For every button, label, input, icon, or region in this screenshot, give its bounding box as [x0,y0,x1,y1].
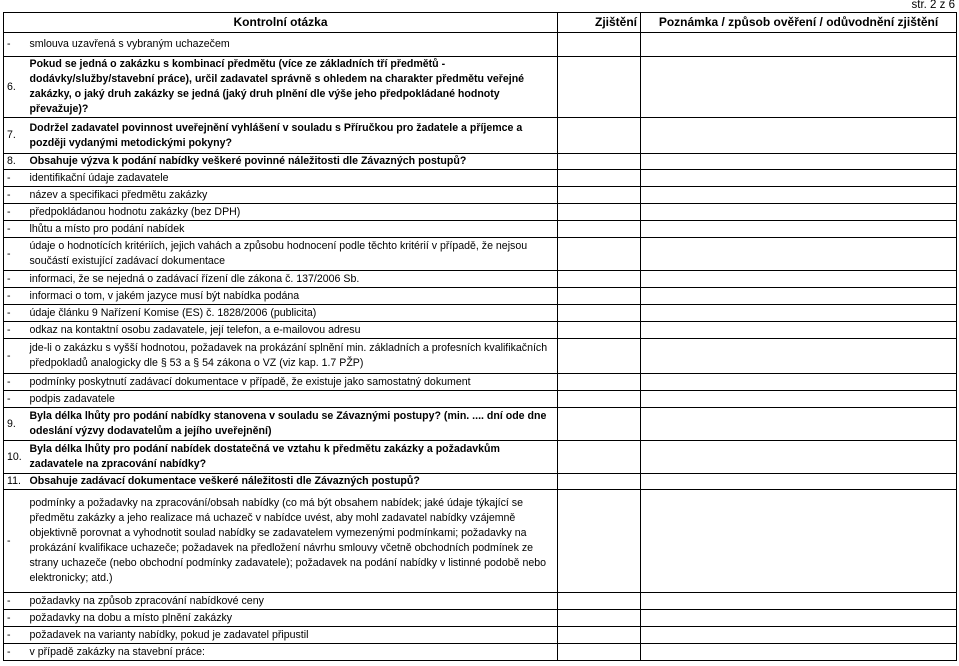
row-finding-cell[interactable] [558,408,641,441]
row-question-text: jde-li o zakázku s vyšší hodnotou, požadavek na prokázání splnění min. základních a profesních kvalifikačních předpokladů analogicky dle § 53 a § 54 zákona o VZ (viz kap. 1.7 PŽP) [28,339,558,374]
table-row [4,33,957,57]
row-question-text: odkaz na kontaktní osobu zadavatele, její telefon, a e-mailovou adresu [28,322,558,339]
row-finding-cell[interactable] [558,238,641,271]
page-number: str. 2 z 6 [911,0,955,11]
row-question-text: v případě zakázky na stavební práce: [28,644,558,661]
row-note-cell[interactable] [641,187,957,204]
table-row [4,593,957,610]
row-finding-cell[interactable] [558,154,641,170]
row-note-cell[interactable] [641,408,957,441]
row-note-cell[interactable] [641,238,957,271]
header-note: Poznámka / způsob ověření / odůvodnění zjištění [641,13,957,33]
row-note-cell[interactable] [641,627,957,644]
table-row [4,474,957,490]
table-row [4,118,957,154]
row-number: - [4,305,28,322]
table-row [4,305,957,322]
table-row [4,374,957,391]
row-finding-cell[interactable] [558,610,641,627]
row-finding-cell[interactable] [558,187,641,204]
table-row [4,408,957,441]
row-note-cell[interactable] [641,474,957,490]
row-note-cell[interactable] [641,490,957,593]
row-note-cell[interactable] [641,374,957,391]
table-row [4,441,957,474]
table-row [4,391,957,408]
row-question-text: podmínky poskytnutí zadávací dokumentace v případě, že existuje jako samostatný dokument [28,374,558,391]
table-row [4,322,957,339]
row-number: - [4,187,28,204]
row-finding-cell[interactable] [558,221,641,238]
row-question-text: název a specifikaci předmětu zakázky [28,187,558,204]
row-finding-cell[interactable] [558,339,641,374]
row-note-cell[interactable] [641,305,957,322]
row-finding-cell[interactable] [558,204,641,221]
row-question-text: Dodržel zadavatel povinnost uveřejnění vyhlášení v souladu s Příručkou pro žadatele a příjemce a později vydanými metodickými pokyny? [28,118,558,154]
table-row [4,339,957,374]
row-finding-cell[interactable] [558,490,641,593]
row-number: - [4,221,28,238]
row-note-cell[interactable] [641,221,957,238]
row-question-text: údaje o hodnotících kritériích, jejich vahách a způsobu hodnocení podle těchto kritérií v případě, že nejsou součástí existující zadávací dokumentace [28,238,558,271]
row-question-text: informaci o tom, v jakém jazyce musí být nabídka podána [28,288,558,305]
row-number: - [4,204,28,221]
row-note-cell[interactable] [641,441,957,474]
row-finding-cell[interactable] [558,374,641,391]
row-number: - [4,374,28,391]
row-finding-cell[interactable] [558,627,641,644]
row-number: - [4,271,28,288]
row-finding-cell[interactable] [558,118,641,154]
row-note-cell[interactable] [641,339,957,374]
table-row [4,627,957,644]
row-finding-cell[interactable] [558,441,641,474]
row-number: - [4,490,28,593]
table-row [4,288,957,305]
row-note-cell[interactable] [641,610,957,627]
row-note-cell[interactable] [641,593,957,610]
table-row [4,57,957,118]
row-note-cell[interactable] [641,391,957,408]
table-header-row [4,13,957,33]
row-finding-cell[interactable] [558,322,641,339]
row-question-text: předpokládanou hodnotu zakázky (bez DPH) [28,204,558,221]
row-number: 11. [4,474,28,490]
table-row [4,271,957,288]
table-row [4,221,957,238]
row-note-cell[interactable] [641,644,957,661]
row-number: 9. [4,408,28,441]
table-row [4,610,957,627]
row-question-text: informaci, že se nejedná o zadávací řízení dle zákona č. 137/2006 Sb. [28,271,558,288]
table-row [4,204,957,221]
row-note-cell[interactable] [641,271,957,288]
table-row [4,154,957,170]
row-note-cell[interactable] [641,154,957,170]
row-number: - [4,238,28,271]
row-finding-cell[interactable] [558,474,641,490]
row-question-text: identifikační údaje zadavatele [28,170,558,187]
row-number: - [4,288,28,305]
row-number: 8. [4,154,28,170]
row-note-cell[interactable] [641,118,957,154]
row-number: - [4,33,28,57]
table-row [4,238,957,271]
row-note-cell[interactable] [641,322,957,339]
row-question-text: Byla délka lhůty pro podání nabídek dostatečná ve vztahu k předmětu zakázky a požadavkům zadavatele na zpracování nabídky? [28,441,558,474]
row-finding-cell[interactable] [558,593,641,610]
row-note-cell[interactable] [641,33,957,57]
row-note-cell[interactable] [641,204,957,221]
row-question-text: požadavky na dobu a místo plnění zakázky [28,610,558,627]
row-number: - [4,593,28,610]
row-question-text: Pokud se jedná o zakázku s kombinací předmětu (více ze základních tří předmětů - dodávky/služby/stavební práce), určil zadavatel správně s ohledem na charakter předmětu veřejné zakázky, o jaký druh zakázky se jedná (jaký druh plnění dle výše jeho předpokládané hodnoty převažuje)? [28,57,558,118]
row-question-text: podmínky a požadavky na zpracování/obsah nabídky (co má být obsahem nabídek; jaké údaje týkající se předmětu zakázky a jeho realizace má uchazeč v nabídce uvést, aby mohl zadavatel nabídky vzájemně objektivně porovnat a vyhodnotit soulad nabídky se zadavatelem vymezenými podmínkami; požadavky na prokázání kvalifikace uchazeče; požadavek na předložení návrhu smlouvy včetně obchodních podmínek ze strany uchazeče (nebo obchodní podmínky zadavatele); požadavek na podání nabídky v listinné podobě nebo elektronicky; atd.) [28,490,558,593]
table-row [4,187,957,204]
row-number: 7. [4,118,28,154]
row-finding-cell[interactable] [558,391,641,408]
row-number: - [4,627,28,644]
row-note-cell[interactable] [641,170,957,187]
row-question-text: lhůtu a místo pro podání nabídek [28,221,558,238]
row-number: - [4,644,28,661]
row-finding-cell[interactable] [558,288,641,305]
row-note-cell[interactable] [641,288,957,305]
row-question-text: smlouva uzavřená s vybraným uchazečem [28,33,558,57]
row-number: 6. [4,57,28,118]
row-finding-cell[interactable] [558,305,641,322]
row-number: 10. [4,441,28,474]
row-question-text: Obsahuje výzva k podání nabídky veškeré povinné náležitosti dle Závazných postupů? [28,154,558,170]
table-row [4,644,957,661]
row-finding-cell[interactable] [558,271,641,288]
row-finding-cell[interactable] [558,170,641,187]
row-finding-cell[interactable] [558,33,641,57]
table-row [4,490,957,593]
row-question-text: údaje článku 9 Nařízení Komise (ES) č. 1828/2006 (publicita) [28,305,558,322]
header-question: Kontrolní otázka [4,13,558,33]
row-question-text: požadavek na varianty nabídky, pokud je zadavatel připustil [28,627,558,644]
checklist-table [3,12,957,661]
row-number: - [4,339,28,374]
row-question-text: Obsahuje zadávací dokumentace veškeré náležitosti dle Závazných postupů? [28,474,558,490]
row-number: - [4,610,28,627]
header-finding: Zjištění [558,13,641,33]
row-number: - [4,322,28,339]
row-note-cell[interactable] [641,57,957,118]
row-question-text: požadavky na způsob zpracování nabídkové ceny [28,593,558,610]
row-number: - [4,170,28,187]
row-finding-cell[interactable] [558,644,641,661]
row-finding-cell[interactable] [558,57,641,118]
row-question-text: podpis zadavatele [28,391,558,408]
row-question-text: Byla délka lhůty pro podání nabídky stanovena v souladu se Závaznými postupy? (min. .... dní ode dne odeslání výzvy dodavatelům a jejího uveřejnění) [28,408,558,441]
table-row [4,170,957,187]
row-number: - [4,391,28,408]
